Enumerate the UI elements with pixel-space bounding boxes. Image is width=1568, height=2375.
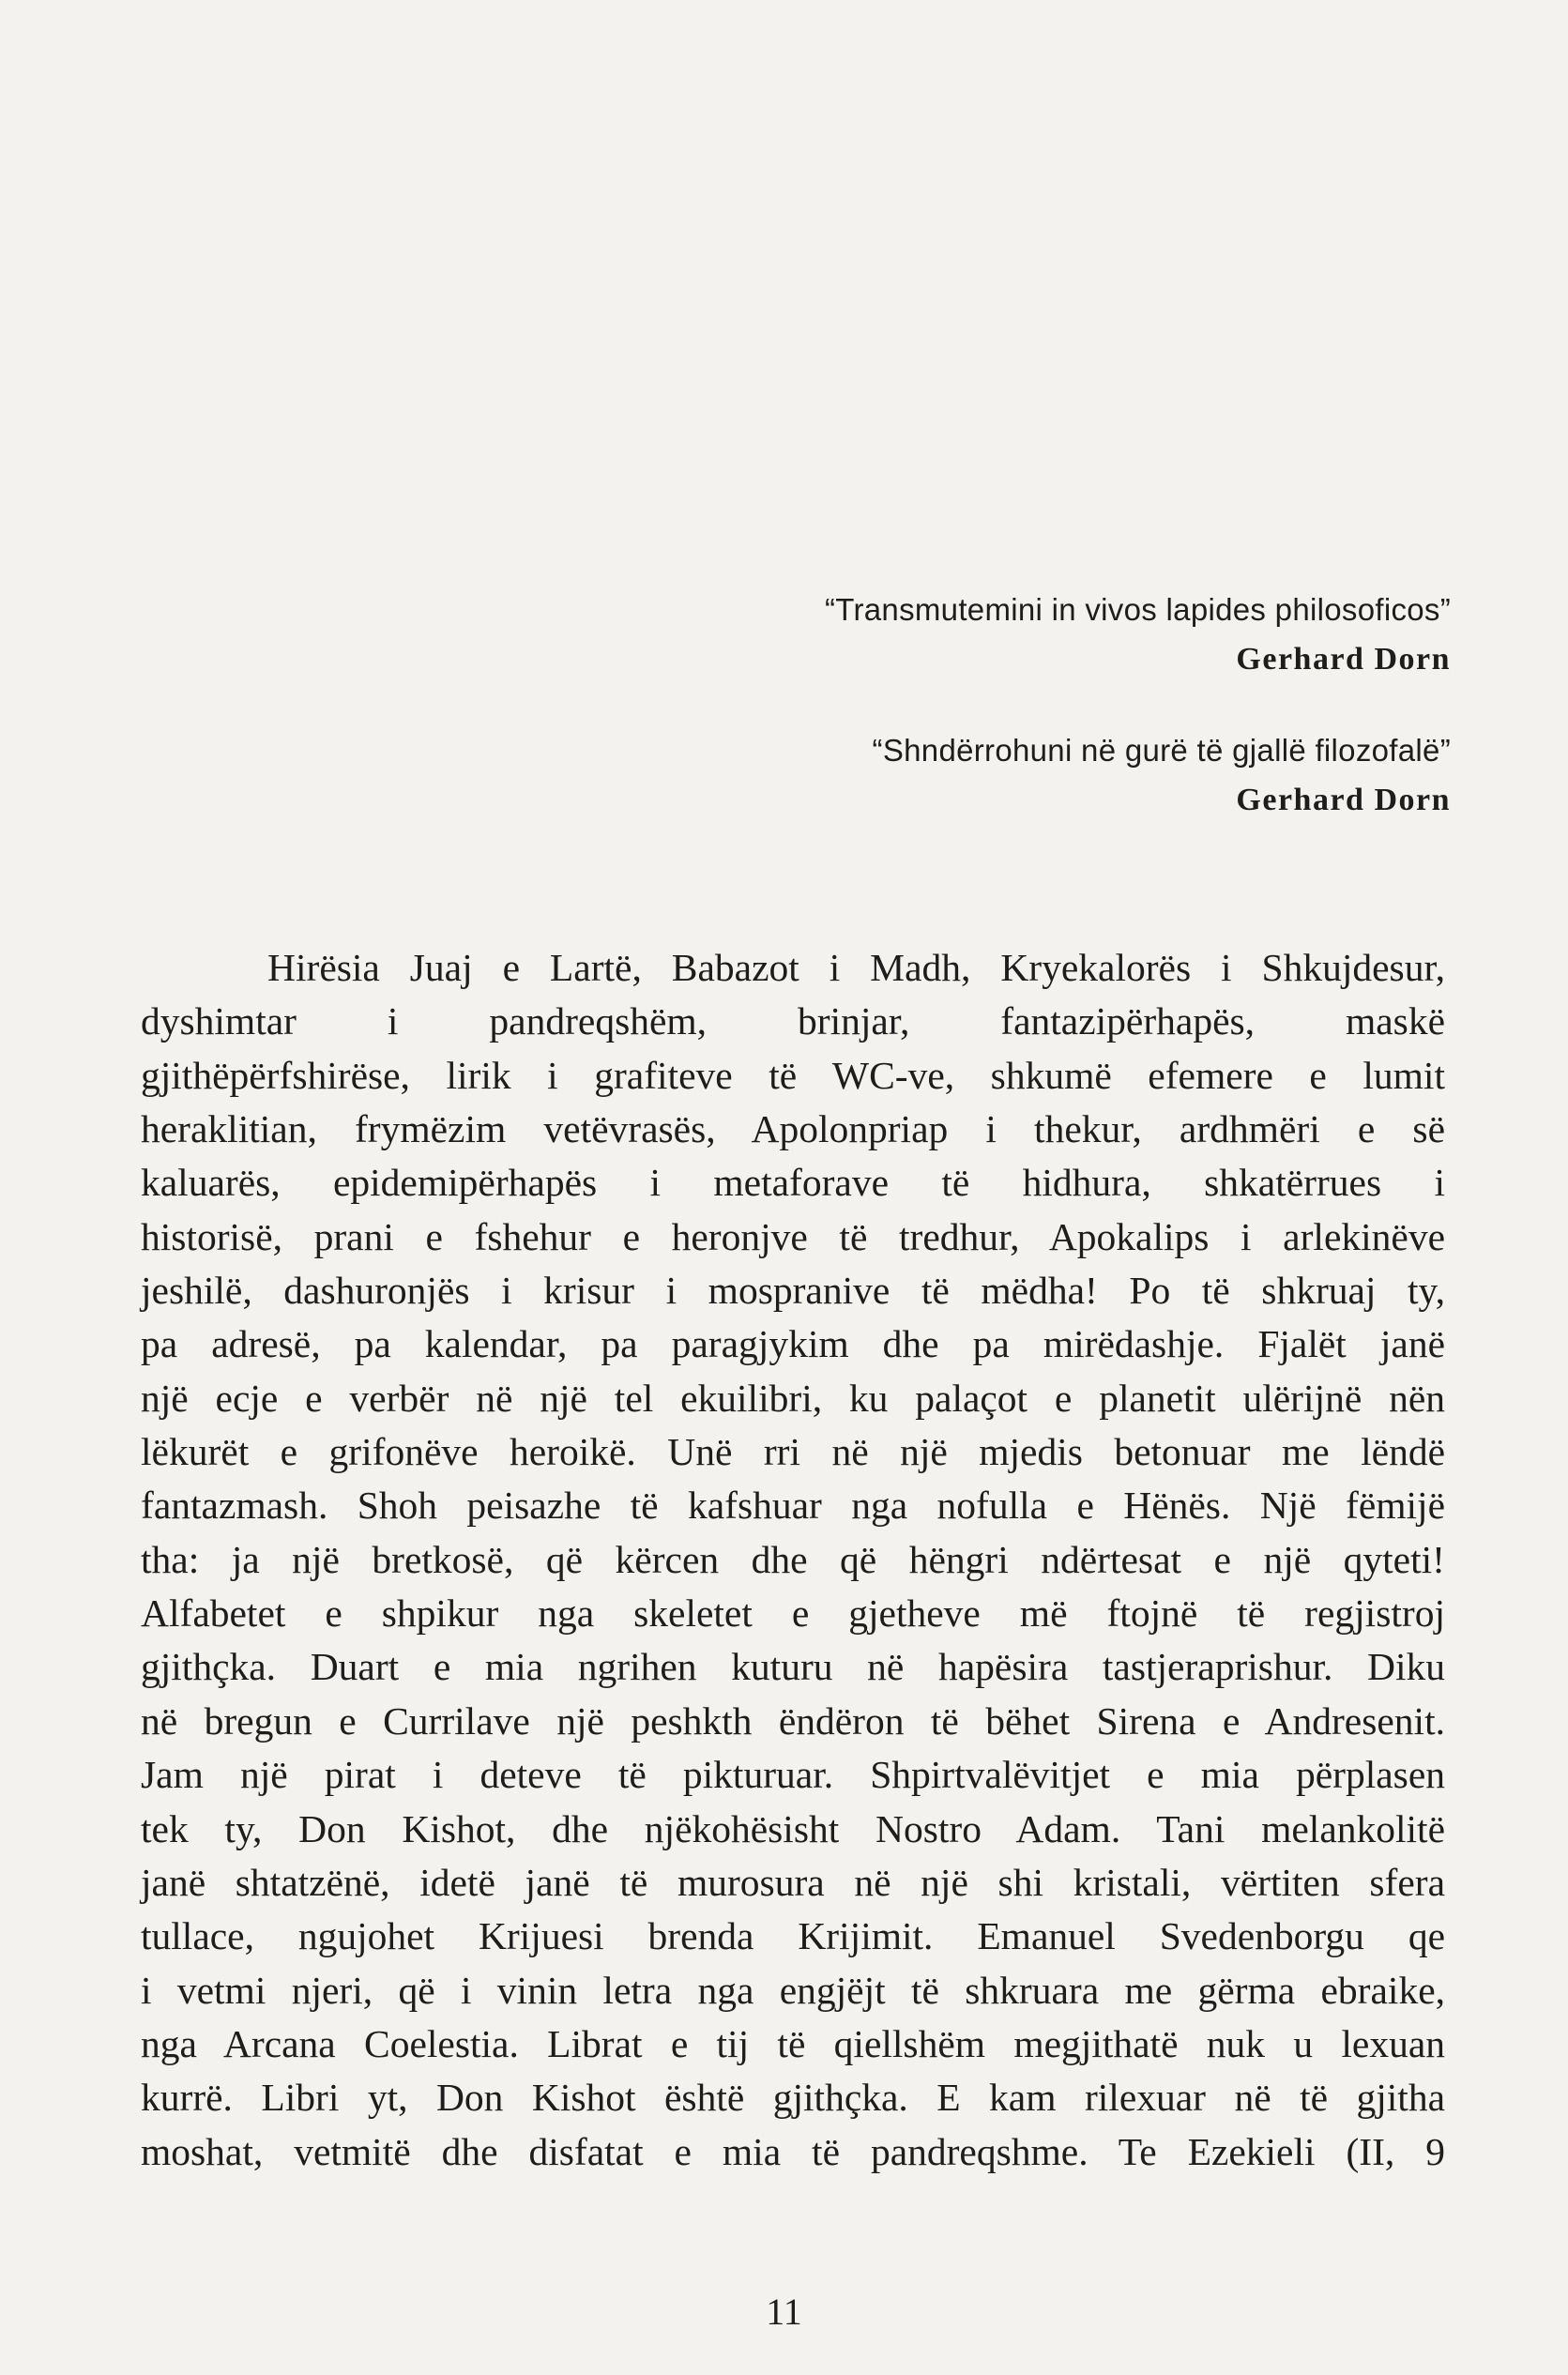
- page-number: 11: [766, 2291, 802, 2333]
- text-line: një ecje e verbër në një tel ekuilibri, ku palaçot e planetit ulërijnë nën: [141, 1376, 1445, 1420]
- text-line: nga Arcana Coelestia. Librat e tij të qiellshëm megjithatë nuk u lexuan: [141, 2021, 1445, 2065]
- text-line: tha: ja një bretkosë, që kërcen dhe që hëngri ndërtesat e një qyteti!: [141, 1537, 1445, 1581]
- epigraph-author: Gerhard Dorn: [1236, 783, 1451, 817]
- text-line: heraklitian, frymëzim vetëvrasës, Apolonpriap i thekur, ardhmëri e së: [141, 1107, 1445, 1151]
- epigraph-quote: “Shndërrohuni në gurë të gjallë filozofalë”: [872, 733, 1451, 768]
- text-line: Alfabetet e shpikur nga skeletet e gjetheve më ftojnë të regjistroj: [141, 1591, 1445, 1636]
- body-paragraph: [141, 941, 1445, 2179]
- text-line: moshat, vetmitë dhe disfatat e mia të pandreqshme. Te Ezekieli (II, 9: [141, 2129, 1445, 2173]
- text-line: gjithëpërfshirëse, lirik i grafiteve të WC-ve, shkumë efemere e lumit: [141, 1053, 1445, 1097]
- text-line: fantazmash. Shoh peisazhe të kafshuar nga nofulla e Hënës. Një fëmijë: [141, 1484, 1445, 1528]
- text-line: dyshimtar i pandreqshëm, brinjar, fantazipërhapës, maskë: [141, 999, 1445, 1043]
- epigraph-author: Gerhard Dorn: [1236, 642, 1451, 677]
- epigraph-latin: [825, 591, 1451, 679]
- text-line: jeshilë, dashuronjës i krisur i mospranive të mëdha! Po të shkruaj ty,: [141, 1269, 1445, 1313]
- text-line: tek ty, Don Kishot, dhe njëkohësisht Nostro Adam. Tani melankolitë: [141, 1806, 1445, 1850]
- text-line: pa adresë, pa kalendar, pa paragjykim dhe pa mirëdashje. Fjalët janë: [141, 1322, 1445, 1366]
- text-line: Jam një pirat i deteve të pikturuar. Shpirtvalëvitjet e mia përplasen: [141, 1753, 1445, 1797]
- text-line: lëkurët e grifonëve heroikë. Unë rri në një mjedis betonuar me lëndë: [141, 1430, 1445, 1474]
- text-line: tullace, ngujohet Krijuesi brenda Krijimit. Emanuel Svedenborgu qe: [141, 1914, 1445, 1958]
- text-line: kaluarës, epidemipërhapës i metaforave të hidhura, shkatërrues i: [141, 1161, 1445, 1205]
- text-line: historisë, prani e fshehur e heronjve të tredhur, Apokalips i arlekinëve: [141, 1214, 1445, 1258]
- text-line: në bregun e Currilave një peshkth ëndëron të bëhet Sirena e Andresenit.: [141, 1698, 1445, 1743]
- text-line: kurrë. Libri yt, Don Kishot është gjithçka. E kam rilexuar në të gjitha: [141, 2076, 1445, 2120]
- text-line: i vetmi njeri, që i vinin letra nga engjëjt të shkruara me gërma ebraike,: [141, 1968, 1445, 2012]
- text-line: gjithçka. Duart e mia ngrihen kuturu në hapësira tastjeraprishur. Diku: [141, 1645, 1445, 1689]
- epigraph-albanian: [873, 732, 1451, 820]
- text-line: Hirësia Juaj e Lartë, Babazot i Madh, Kryekalorës i Shkujdesur,: [267, 946, 1445, 989]
- epigraph-quote: “Transmutemini in vivos lapides philosoficos”: [824, 592, 1451, 627]
- text-line: janë shtatzënë, idetë janë të murosura në një shi kristali, vërtiten sfera: [141, 1860, 1445, 1904]
